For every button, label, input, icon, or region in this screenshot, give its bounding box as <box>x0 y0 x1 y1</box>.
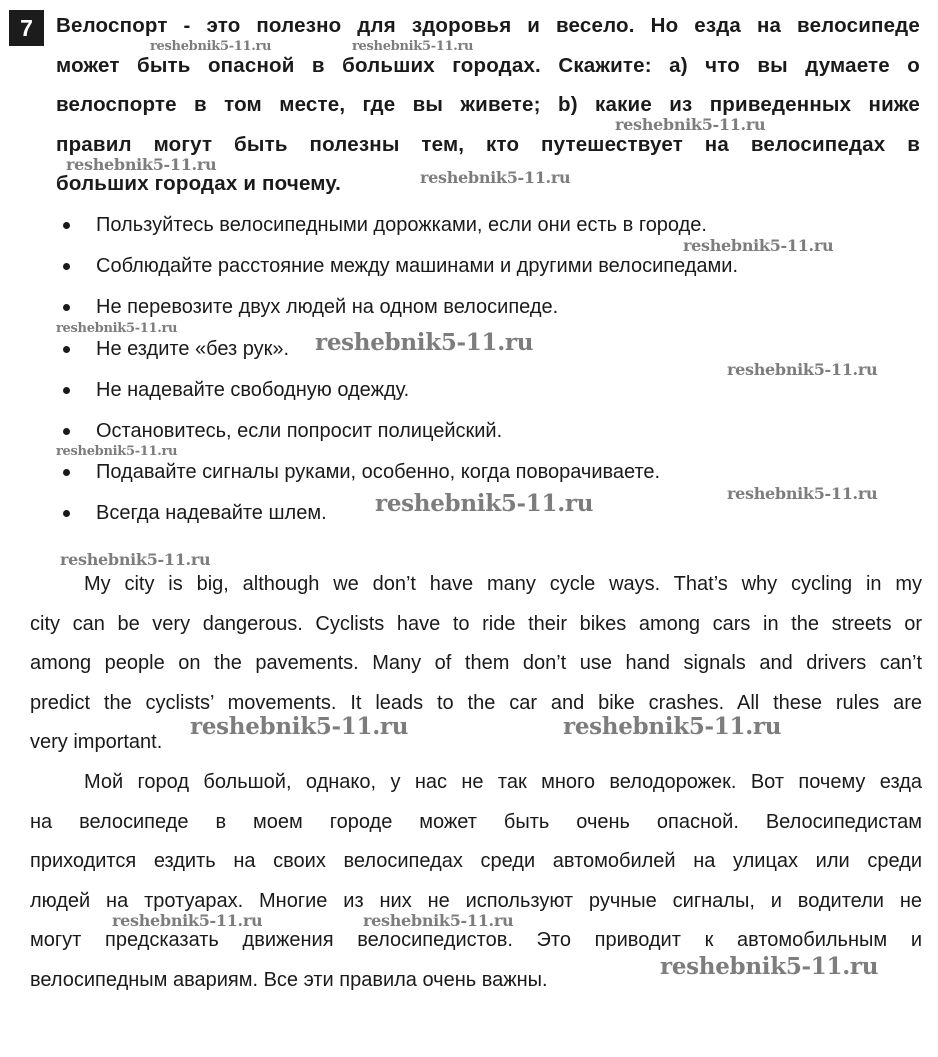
watermark: reshebnik5-11.ru <box>727 484 878 503</box>
rule-item: Соблюдайте расстояние между машинами и другими велосипедами. <box>96 255 739 278</box>
watermark: reshebnik5-11.ru <box>60 550 211 569</box>
bullet-icon <box>63 346 70 353</box>
russian-answer-line: могут предсказать движения велосипедистов. Это приводит к автомобильным и <box>30 929 922 952</box>
russian-answer-line: приходится ездить на своих велосипедах среди автомобилей на улицах или среди <box>30 850 922 873</box>
watermark: reshebnik5-11.ru <box>660 953 879 980</box>
task-heading-line: больших городах и почему. <box>56 172 342 195</box>
bullet-icon <box>63 263 70 270</box>
rule-item: Не перевозите двух людей на одном велосипеде. <box>96 296 559 319</box>
watermark: reshebnik5-11.ru <box>352 39 474 54</box>
english-answer-line: predict the cyclists’ movements. It leads to the car and bike crashes. All these rules are <box>30 691 922 714</box>
russian-answer-line: Мой город большой, однако, у нас не так много велодорожек. Вот почему езда <box>84 771 922 793</box>
watermark: reshebnik5-11.ru <box>420 168 571 187</box>
bullet-icon <box>63 469 70 476</box>
watermark: reshebnik5-11.ru <box>315 329 534 356</box>
rule-item: Остановитесь, если попросит полицейский. <box>96 420 503 442</box>
bullet-icon <box>63 510 70 517</box>
english-answer-line: city can be very dangerous. Cyclists have to ride their bikes among cars in the streets or <box>30 612 922 635</box>
watermark: reshebnik5-11.ru <box>66 154 217 174</box>
bullet-icon <box>63 387 70 394</box>
bullet-icon <box>63 304 70 311</box>
watermark: reshebnik5-11.ru <box>563 713 782 740</box>
watermark: reshebnik5-11.ru <box>190 713 409 740</box>
watermark: reshebnik5-11.ru <box>112 911 263 930</box>
task-heading-line: может быть опасной в больших городах. Скажите: a) что вы думаете о <box>56 53 920 77</box>
bullet-icon <box>63 222 70 229</box>
task-heading-line: правил могут быть полезны тем, кто путешествует на велосипедах в <box>56 132 920 156</box>
task-heading-line: Велоспорт - это полезно для здоровья и весело. Но езда на велосипеде <box>56 14 920 37</box>
rule-item: Не ездите «без рук». <box>96 337 290 360</box>
rule-item: Всегда надевайте шлем. <box>96 502 327 525</box>
bullet-icon <box>63 428 70 435</box>
task-number-badge: 7 <box>9 10 44 46</box>
watermark: reshebnik5-11.ru <box>727 360 878 379</box>
watermark: reshebnik5-11.ru <box>56 444 178 459</box>
rule-item: Подавайте сигналы руками, особенно, когда поворачиваете. <box>96 461 661 484</box>
russian-answer-line: на велосипеде в моем городе может быть очень опасной. Велосипедистам <box>30 810 922 833</box>
rule-item: Не надевайте свободную одежду. <box>96 378 410 401</box>
watermark: reshebnik5-11.ru <box>363 911 514 930</box>
watermark: reshebnik5-11.ru <box>375 490 594 517</box>
english-answer-line: among people on the pavements. Many of them don’t use hand signals and drivers can’t <box>30 652 922 675</box>
watermark: reshebnik5-11.ru <box>683 236 834 255</box>
rule-item: Пользуйтесь велосипедными дорожками, если они есть в городе. <box>96 214 707 236</box>
task-heading-line: велоспорте в том месте, где вы живете; b) какие из приведенных ниже <box>56 93 920 116</box>
english-answer-line: very important. <box>30 731 163 754</box>
russian-answer-line: велосипедным авариям. Все эти правила очень важны. <box>30 969 548 991</box>
watermark: reshebnik5-11.ru <box>615 115 766 134</box>
russian-answer-line: людей на тротуарах. Многие из них не используют ручные сигналы, и водители не <box>30 889 922 912</box>
watermark: reshebnik5-11.ru <box>150 39 272 54</box>
watermark: reshebnik5-11.ru <box>56 321 178 336</box>
english-answer-line: My city is big, although we don’t have many cycle ways. That’s why cycling in my <box>84 573 922 595</box>
